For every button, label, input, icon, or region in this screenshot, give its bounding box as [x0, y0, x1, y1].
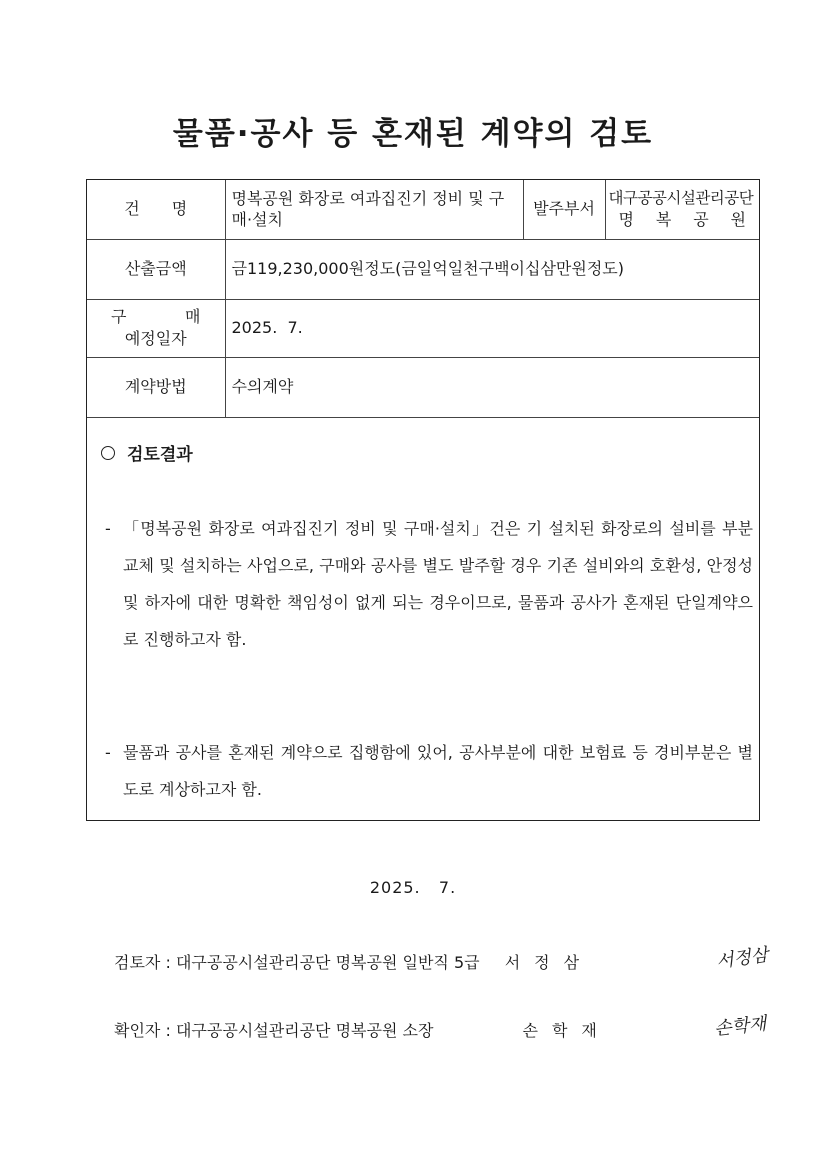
- case-value: 명복공원 화장로 여과집진기 정비 및 구매·설치: [225, 180, 523, 239]
- reviewer-signature: 서정삼: [715, 944, 770, 973]
- confirmer-name: 손학재: [522, 1021, 611, 1040]
- purchase-date-label: [87, 299, 225, 357]
- document-title: 물품·공사 등 혼재된 계약의 검토: [172, 116, 654, 152]
- review-paragraph-1: [105, 510, 753, 658]
- review-paragraph-text: 「명복공원 화장로 여과집진기 정비 및 구매·설치」건은 기 설치된 화장로의 설비를 부분 교체 및 설치하는 사업으로, 구매와 공사를 별도 발주할 경우 기존 설비와의 호환성, 안정성 및 하자에 대한 명확한 책임성이 없게 되는 경우이므로, 물품과 공사가 혼재된 단일계약으로 진행하고자 함.: [123, 519, 753, 649]
- reviewer-line: [114, 950, 593, 973]
- case-label: 건 명: [87, 180, 225, 239]
- amount-row: [87, 239, 759, 299]
- confirmer-line: [114, 1018, 611, 1041]
- case-row: [87, 180, 759, 239]
- dept-char: 명: [618, 209, 634, 229]
- confirmer-signature: 손학재: [713, 1013, 768, 1040]
- confirmer-org: 대구공공시설관리공단 명복공원 소장: [175, 1021, 434, 1040]
- label-char: 구: [111, 307, 127, 327]
- method-label: 계약방법: [87, 357, 225, 417]
- reviewer-role: 검토자 :: [114, 953, 171, 972]
- reviewer-name: 서정삼: [504, 953, 594, 972]
- review-heading-text: 검토결과: [127, 445, 193, 465]
- dept-label: 발주부서: [523, 180, 605, 239]
- dept-value-line2: [609, 209, 757, 231]
- reviewer-org: 대구공공시설관리공단 명복공원 일반직 5급: [175, 953, 480, 972]
- review-document-box: [86, 179, 760, 821]
- method-value: 수의계약: [225, 357, 759, 417]
- contract-info-table: [87, 180, 759, 418]
- dash-bullet-icon: -: [105, 743, 111, 762]
- method-row: [87, 357, 759, 417]
- label-char: 매: [185, 307, 201, 327]
- purchase-date-label-line2: 예정일자: [124, 329, 187, 348]
- purchase-date-label-line1: [93, 306, 219, 328]
- review-heading: [101, 440, 193, 465]
- dept-char: 원: [730, 209, 746, 229]
- dash-bullet-icon: -: [105, 519, 111, 538]
- dept-value: [605, 180, 759, 239]
- dept-char: 공: [693, 209, 709, 229]
- document-date: 2025. 7.: [369, 878, 457, 897]
- amount-label: 산출금액: [87, 239, 225, 299]
- dept-value-line1: 대구공공시설관리공단: [608, 188, 754, 207]
- purchase-date-value: 2025. 7.: [225, 299, 759, 357]
- amount-value: 금119,230,000원정도(금일억일천구백이십삼만원정도): [225, 239, 759, 299]
- dept-char: 복: [655, 209, 672, 229]
- purchase-date-row: [87, 299, 759, 357]
- circle-bullet-icon: [101, 446, 115, 460]
- review-paragraph-text: 물품과 공사를 혼재된 계약으로 집행함에 있어, 공사부분에 대한 보험료 등 경비부분은 별도로 계상하고자 함.: [123, 743, 753, 799]
- confirmer-role: 확인자 :: [114, 1021, 171, 1040]
- review-paragraph-2: [105, 734, 753, 808]
